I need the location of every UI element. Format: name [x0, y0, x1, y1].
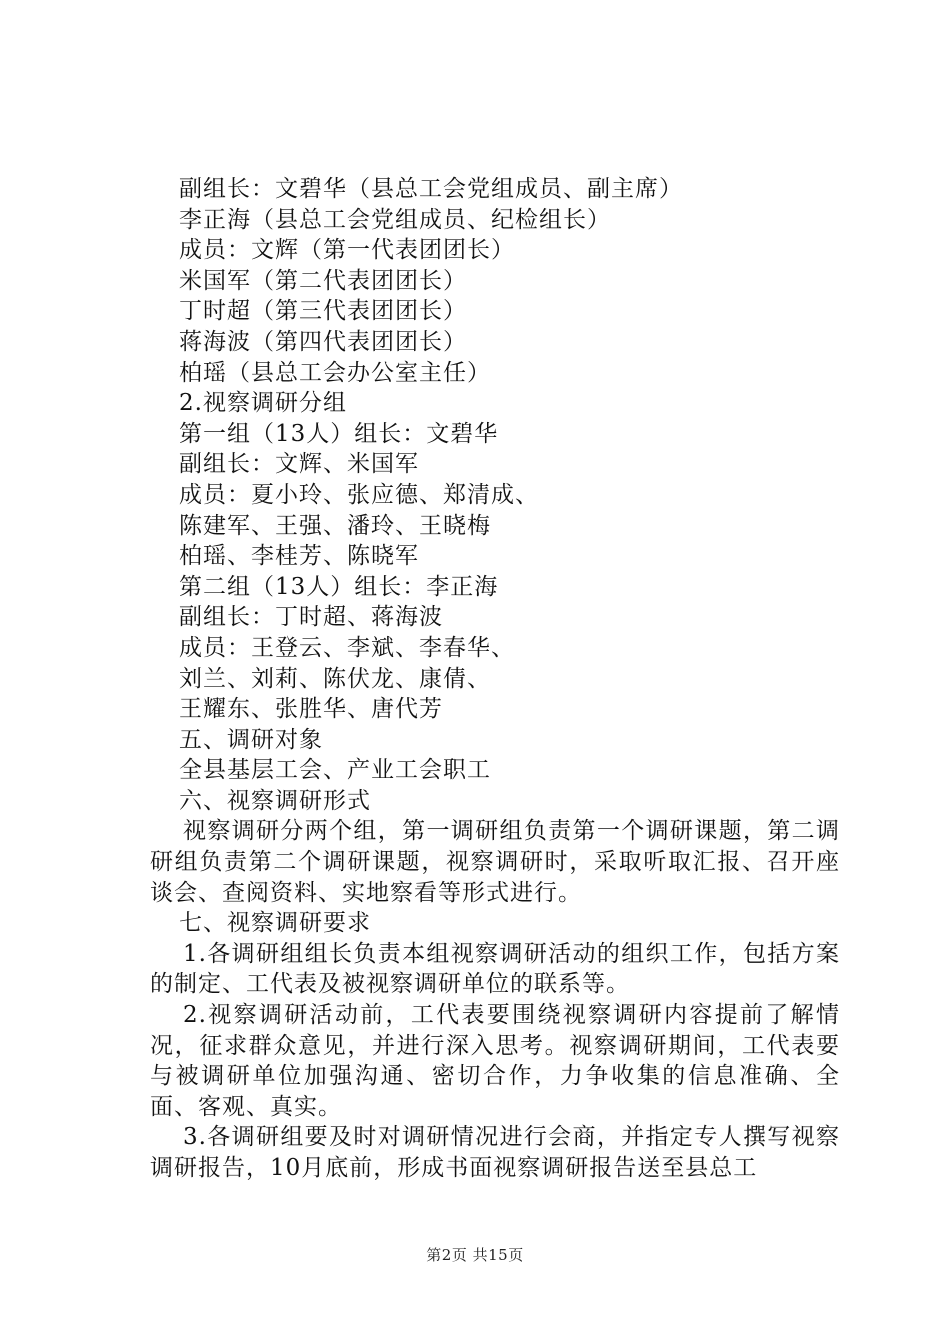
section-heading: 七、视察调研要求 — [179, 910, 371, 937]
document-body — [150, 174, 840, 1184]
section-heading: 2.视察调研分组 — [179, 390, 347, 417]
paragraph-requirement-3: 3.各调研组要及时对调研情况进行会商，并指定专人撰写视察调研报告，10月底前，形成书面视察调研报告送至县总工 — [150, 1124, 840, 1181]
paragraph-requirement-1: 1.各调研组组长负责本组视察调研活动的组织工作，包括方案的制定、工代表及被视察调研单位的联系等。 — [150, 940, 840, 998]
text-line: 柏瑶、李桂芳、陈晓军 — [179, 543, 419, 570]
text-line: 成员：文辉（第一代表团团长） — [179, 237, 515, 264]
text-line: 成员：夏小玲、张应德、郑清成、 — [179, 481, 539, 508]
text-line: 李正海（县总工会党组成员、纪检组长） — [179, 206, 611, 233]
text-line: 刘兰、刘莉、陈伏龙、康倩、 — [179, 665, 491, 692]
text-line: 米国军（第二代表团团长） — [179, 267, 467, 294]
section-heading: 五、调研对象 — [179, 726, 323, 753]
paragraph-form: 视察调研分两个组，第一调研组负责第一个调研课题，第二调研组负责第二个调研课题，视察调研时，采取听取汇报、召开座谈会、查阅资料、实地察看等形式进行。 — [150, 818, 840, 906]
text-line: 丁时超（第三代表团团长） — [179, 298, 467, 325]
text-line: 柏瑶（县总工会办公室主任） — [179, 359, 491, 386]
text-line: 副组长：文碧华（县总工会党组成员、副主席） — [179, 176, 683, 202]
text-line: 第二组（13人）组长：李正海 — [179, 573, 499, 600]
text-line: 副组长：文辉、米国军 — [179, 451, 419, 478]
text-line: 副组长：丁时超、蒋海波 — [179, 604, 443, 631]
paragraph-requirement-2: 2.视察调研活动前，工代表要围绕视察调研内容提前了解情况，征求群众意见，并进行深入思考。视察调研期间，工代表要与被调研单位加强沟通、密切合作，力争收集的信息准确、全面、客观、真实。 — [150, 1002, 840, 1120]
page-footer: 第2页 共15页 — [426, 1246, 524, 1264]
section-heading: 六、视察调研形式 — [179, 787, 371, 814]
text-line: 蒋海波（第四代表团团长） — [179, 328, 467, 355]
text-line: 陈建军、王强、潘玲、王晓梅 — [179, 512, 491, 539]
text-line: 第一组（13人）组长：文碧华 — [179, 420, 499, 447]
text-line: 王耀东、张胜华、唐代芳 — [179, 696, 443, 723]
text-line: 成员：王登云、李斌、李春华、 — [179, 634, 515, 661]
text-line: 全县基层工会、产业工会职工 — [179, 757, 491, 784]
